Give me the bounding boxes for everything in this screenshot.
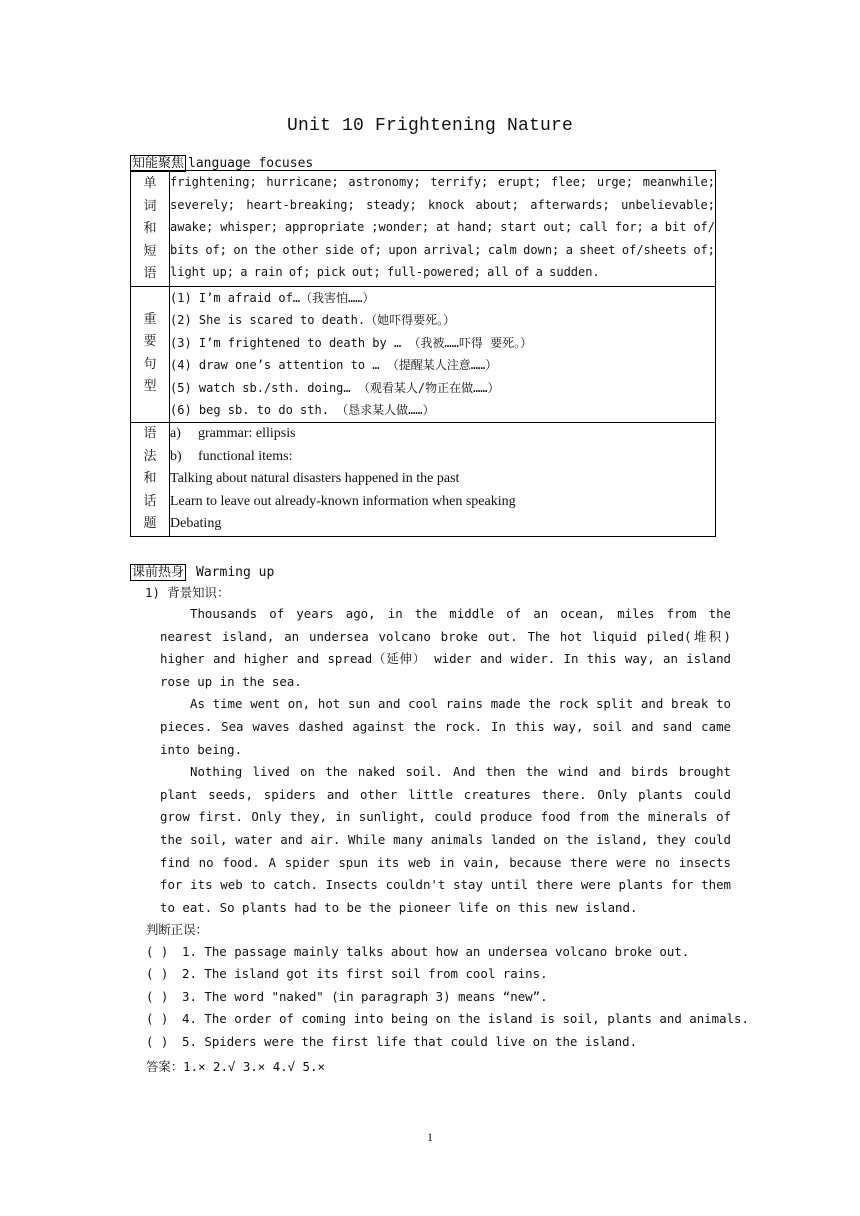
answer-blank: ( ) xyxy=(146,1034,169,1049)
question-text: 5. Spiders were the first life that could live on the island. xyxy=(182,1034,638,1049)
category-char: 词 xyxy=(143,198,157,214)
grammar-category-cell xyxy=(131,423,170,537)
sentence-item: (3) I’m frightened to death by … （我被……吓得 要死。） xyxy=(170,335,533,350)
sentences-category-cell xyxy=(131,286,170,423)
judge-heading: 判断正误： xyxy=(146,922,208,937)
passage-paragraph: Thousands of years ago, in the middle of an ocean, miles from the nearest island, an undersea volcano broke out. The hot liquid piled(堆积) higher and higher and spread（延伸） wider and wider. In this way, an island rose up in the sea. xyxy=(160,606,731,689)
page-number: 1 xyxy=(427,1130,433,1144)
category-char: 语 xyxy=(143,426,157,442)
question-text: 2. The island got its first soil from cool rains. xyxy=(182,966,548,981)
grammar-item-b xyxy=(170,446,715,469)
category-char: 单 xyxy=(143,176,157,191)
reading-passage xyxy=(160,603,731,919)
question-text: 1. The passage mainly talks about how an undersea volcano broke out. xyxy=(182,944,690,959)
category-char: 短 xyxy=(143,243,157,259)
category-char: 话 xyxy=(143,493,157,509)
sentence-item: (1) I’m afraid of…（我害怕……） xyxy=(170,290,375,305)
item-label: b) xyxy=(170,448,182,464)
section-label: Warming up xyxy=(196,565,275,580)
section-warming-up-heading xyxy=(130,561,274,580)
grammar-subitem: Talking about natural disasters happened in the past xyxy=(170,471,460,487)
answer-blank: ( ) xyxy=(146,966,169,981)
item-text: functional items: xyxy=(198,448,293,464)
grammar-content-cell xyxy=(170,423,716,537)
passage-paragraph: Nothing lived on the naked soil. And then the wind and birds brought plant seeds, spiders and other little creatures there. Only plants could grow first. Only they, in sunlight, could produce food from the minerals of the soil, water and air. While many animals landed on the island, they could find no food. A spider spun its web in vain, because there were no insects for its web to catch. Insects couldn't stay until there were plants for them to eat. So plants had to be the pioneer life on this new island. xyxy=(160,764,731,915)
question-item xyxy=(146,944,689,959)
page-title: Unit 10 Frightening Nature xyxy=(286,116,574,136)
category-char: 重 xyxy=(143,311,157,327)
category-char: 法 xyxy=(143,448,157,464)
background-heading: 1) 背景知识： xyxy=(145,585,230,600)
question-item xyxy=(146,989,548,1004)
question-item xyxy=(146,966,548,981)
passage-paragraph: As time went on, hot sun and cool rains made the rock split and break to pieces. Sea waves dashed against the rock. In this way, soil and sand came into being. xyxy=(160,696,731,757)
vocab-category-cell xyxy=(131,171,170,287)
vocab-content-cell xyxy=(170,171,716,287)
question-item xyxy=(146,1011,749,1026)
answer-blank: ( ) xyxy=(146,989,169,1004)
boxed-label: 课前热身 xyxy=(132,565,185,580)
grammar-item-a xyxy=(170,423,715,446)
sentence-item: (4) draw one’s attention to … （提醒某人注意……） xyxy=(170,358,498,373)
category-char: 要 xyxy=(143,334,157,349)
grammar-subitem: Debating xyxy=(170,516,222,532)
answer-blank: ( ) xyxy=(146,944,169,959)
category-char: 句 xyxy=(143,356,157,372)
answer-blank: ( ) xyxy=(146,1011,169,1026)
category-char: 语 xyxy=(143,266,157,281)
sentence-item: (6) beg sb. to do sth. （恳求某人做……） xyxy=(170,403,435,418)
answer-key: 答案：1.× 2.√ 3.× 4.√ 5.× xyxy=(146,1059,325,1074)
sentence-item: (2) She is scared to death.（她吓得要死。） xyxy=(170,313,456,328)
language-focus-table xyxy=(130,170,716,537)
question-item xyxy=(146,1034,637,1049)
item-text: grammar: ellipsis xyxy=(198,426,296,442)
section-label: language focuses xyxy=(188,156,314,171)
category-char: 型 xyxy=(143,379,157,394)
question-text: 4. The order of coming into being on the island is soil, plants and animals. xyxy=(182,1011,749,1026)
vocab-list: frightening; hurricane; astronomy; terrify; erupt; flee; urge; meanwhile; severely; heart-breaking; steady; knock about; afterwards; unbelievable; awake; whisper; appropriate ;wonder; at hand; start out; call for; a bit of/ bits of; on the other side of; upon arrival; calm down; a sheet of/sheets of; light up; a rain of; pick out; full-powered; all of a sudden. xyxy=(170,175,715,279)
sentence-item: (5) watch sb./sth. doing… （观看某人/物正在做……） xyxy=(170,380,500,395)
grammar-subitem: Learn to leave out already-known information when speaking xyxy=(170,493,516,509)
category-char: 和 xyxy=(143,221,157,236)
boxed-label: 知能聚焦 xyxy=(132,156,185,171)
sentences-content-cell xyxy=(170,286,716,423)
section-language-focus-heading xyxy=(130,152,313,171)
sentences-row xyxy=(131,286,716,423)
vocab-row xyxy=(131,171,716,287)
grammar-row xyxy=(131,423,716,537)
item-label: a) xyxy=(170,426,181,442)
question-text: 3. The word "naked" (in paragraph 3) means “new”. xyxy=(182,989,548,1004)
category-char: 和 xyxy=(143,471,157,487)
category-char: 题 xyxy=(143,516,157,532)
